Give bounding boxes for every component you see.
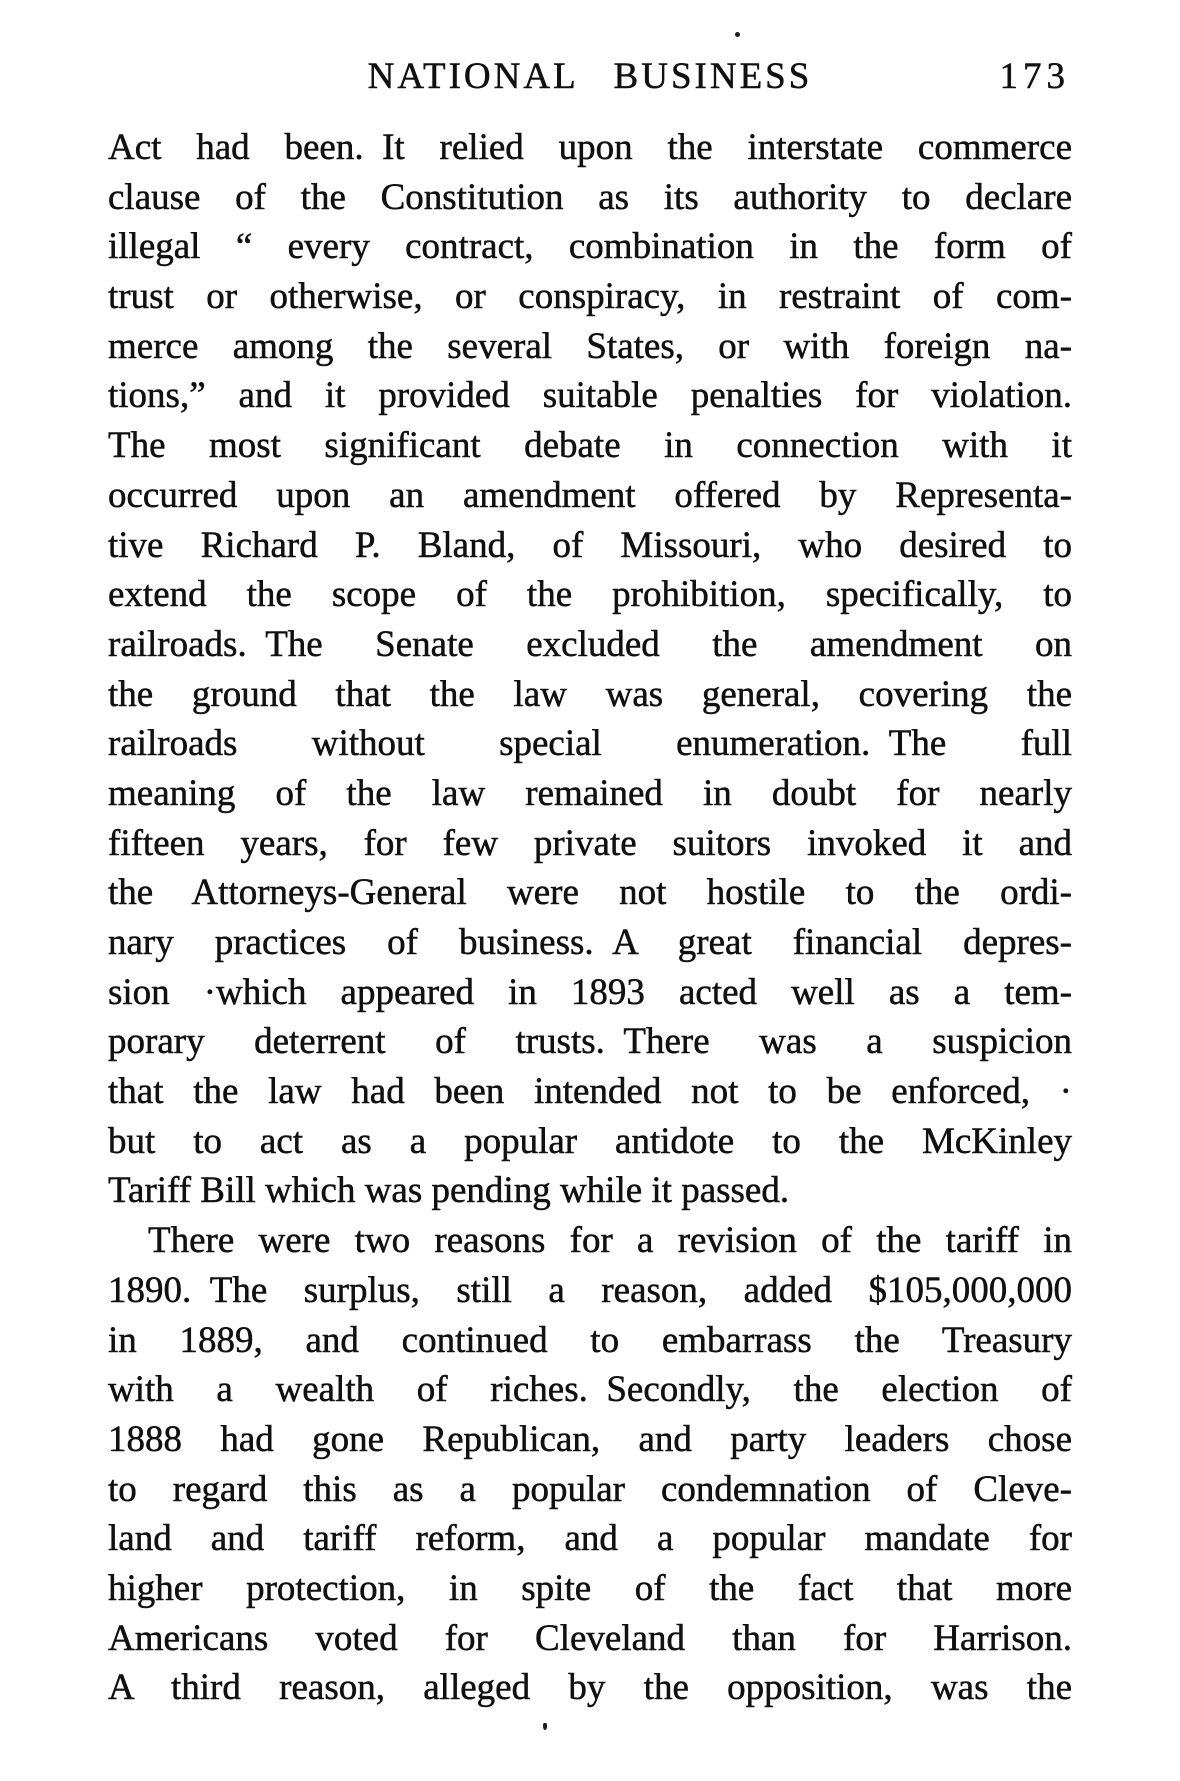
text-line: with a wealth of riches. Secondly, the election of <box>108 1369 1072 1411</box>
text-line: There were two reasons for a revision of the tariff in <box>148 1220 1072 1262</box>
text-line: fifteen years, for few private suitors invoked it and <box>108 822 1072 864</box>
text-line: The most significant debate in connection with it <box>108 425 1072 467</box>
text-line: that the law had been intended not to be enforced, · <box>108 1071 1072 1113</box>
page-header <box>108 57 1072 97</box>
text-line: A third reason, alleged by the opposition, was the <box>108 1667 1072 1709</box>
paragraph <box>108 1216 1072 1713</box>
text-line: merce among the several States, or with foreign na- <box>108 325 1072 367</box>
text-line: Act had been. It relied upon the interstate commerce <box>108 127 1072 168</box>
text-line: higher protection, in spite of the fact that more <box>108 1567 1072 1609</box>
scan-artifact-dot <box>735 32 740 37</box>
text-line: the ground that the law was general, covering the <box>108 673 1072 715</box>
text-line: occurred upon an amendment offered by Representa- <box>108 474 1072 516</box>
text-line: the Attorneys-General were not hostile to the ordi- <box>108 872 1072 914</box>
text-line: trust or otherwise, or conspiracy, in restraint of com- <box>108 276 1072 318</box>
text-line: porary deterrent of trusts. There was a suspicion <box>108 1021 1072 1063</box>
text-line: Tariff Bill which was pending while it passed. <box>108 1170 790 1212</box>
text-line: Americans voted for Cleveland than for Harrison. <box>108 1617 1072 1659</box>
text-line: railroads without special enumeration. The full <box>108 723 1072 765</box>
text-line: but to act as a popular antidote to the McKinley <box>108 1120 1072 1162</box>
paragraph <box>108 123 1072 1216</box>
text-line: 1888 had gone Republican, and party leaders chose <box>108 1418 1072 1460</box>
text-line: railroads. The Senate excluded the amendment on <box>108 623 1072 665</box>
text-line: meaning of the law remained in doubt for nearly <box>108 772 1072 814</box>
text-block <box>108 123 1072 1713</box>
text-line: 1890. The surplus, still a reason, added $105,000,000 <box>108 1269 1072 1311</box>
scan-artifact-speck <box>543 1723 547 1730</box>
text-line: sion ·which appeared in 1893 acted well as a tem- <box>108 971 1072 1013</box>
text-line: to regard this as a popular condemnation of Cleve- <box>108 1468 1072 1510</box>
text-line: illegal “ every contract, combination in the form of <box>108 226 1072 268</box>
text-line: tive Richard P. Bland, of Missouri, who desired to <box>108 524 1072 566</box>
text-line: land and tariff reform, and a popular mandate for <box>108 1518 1072 1560</box>
text-line: clause of the Constitution as its authority to declare <box>108 176 1072 218</box>
text-line: nary practices of business. A great financial depres- <box>108 922 1072 963</box>
running-title: NATIONAL BUSINESS <box>367 56 813 97</box>
text-line: extend the scope of the prohibition, specifically, to <box>108 574 1072 616</box>
text-line: tions,” and it provided suitable penalties for violation. <box>108 375 1072 417</box>
text-line: in 1889, and continued to embarrass the Treasury <box>108 1319 1072 1361</box>
page-number: 173 <box>999 56 1070 97</box>
